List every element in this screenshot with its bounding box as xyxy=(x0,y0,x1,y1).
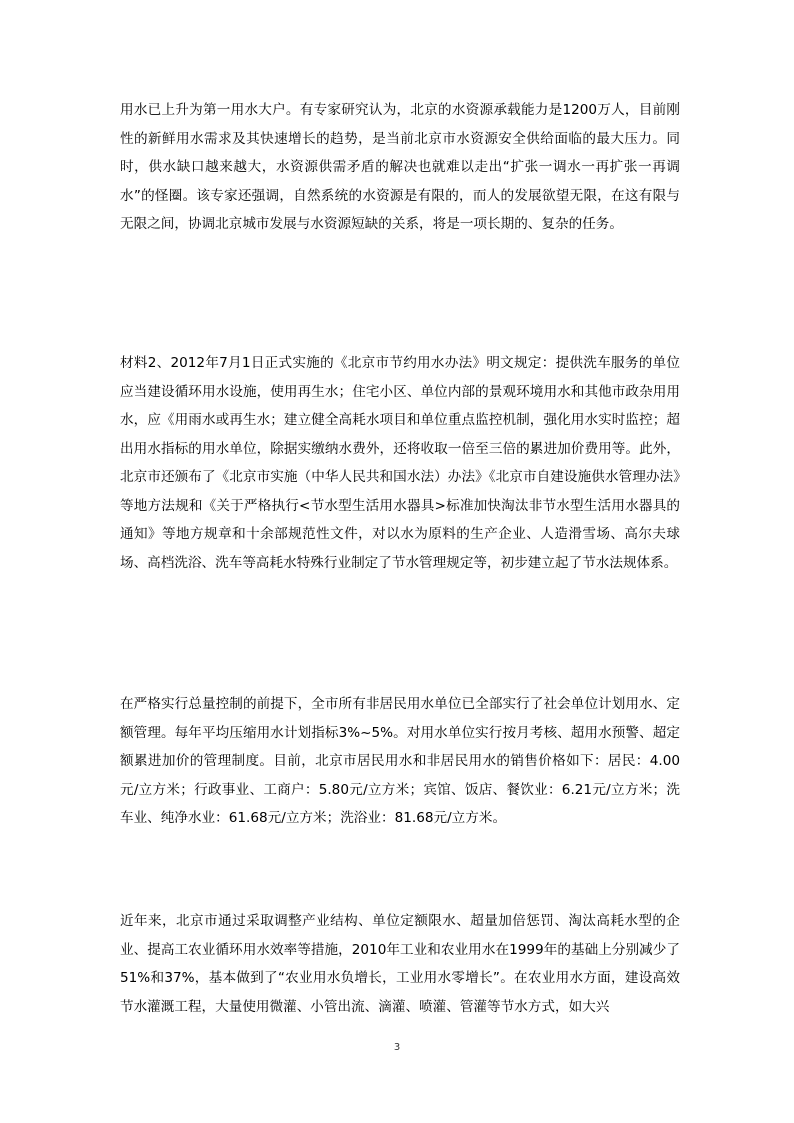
paragraph-industry-agriculture: 近年来，北京市通过采取调整产业结构、单位定额限水、超量加倍惩罚、淘汰高耗水型的企业、提高工农业循环用水效率等措施，2010年工业和农业用水在1999年的基础上分别减少了51%和37%，基本做到了“农业用水负增长，工业用水零增长”。在农业用水方面，建设高效节水灌溉工程，大量使用微灌、小管出流、滴灌、喷灌、管灌等节水方式，如大兴 xyxy=(120,913,680,1015)
paragraph-water-capacity: 用水已上升为第一用水大户。有专家研究认为，北京的水资源承载能力是1200万人，目前刚性的新鲜用水需求及其快速增长的趋势，是当前北京市水资源安全供给面临的最大压力。同时，供水缺口越来越大，水资源供需矛盾的解决也就难以走出“扩张一调水一再扩张一再调水”的怪圈。该专家还强调，自然系统的水资源是有限的，而人的发展欲望无限，在这有限与无限之间，协调北京城市发展与水资源短缺的关系，将是一项长期的、复杂的任务。 xyxy=(120,102,680,232)
paragraph-material-2-regulations: 材料2、2012年7月1日正式实施的《北京市节约用水办法》明文规定：提供洗车服务的单位应当建设循环用水设施，使用再生水；住宅小区、单位内部的景观环境用水和其他市政杂用用水，应《用雨水或再生水；建立健全高耗水项目和单位重点监控机制，强化用水实时监控；超出用水指标的用水单位，除据实缴纳水费外，还将收取一倍至三倍的累进加价费用等。此外，北京市还颁布了《北京市实施（中华人民共和国水法）办法》《北京市自建设施供水管理办法》等地方法规和《关于严格执行<节水型生活用水器具>标准加快淘汰非节水型生活用水器具的通知》等地方规章和十余部规范性文件，对以水为原料的生产企业、人造滑雪场、高尔夫球场、高档洗浴、洗车等高耗水特殊行业制定了节水管理规定等，初步建立起了节水法规体系。 xyxy=(120,355,680,571)
paragraph-water-pricing: 在严格实行总量控制的前提下，全市所有非居民用水单位已全部实行了社会单位计划用水、定额管理。每年平均压缩用水计划指标3%~5%。对用水单位实行按月考核、超用水预警、超定额累进加价的管理制度。目前，北京市居民用水和非居民用水的销售价格如下：居民：4.00元/立方米；行政事业、工商户：5.80元/立方米；宾馆、饭店、餐饮业：6.21元/立方米；洗车业、纯净水业：61.68元/立方米；洗浴业：81.68元/立方米。 xyxy=(120,696,680,826)
page-number: 3 xyxy=(393,1042,401,1053)
